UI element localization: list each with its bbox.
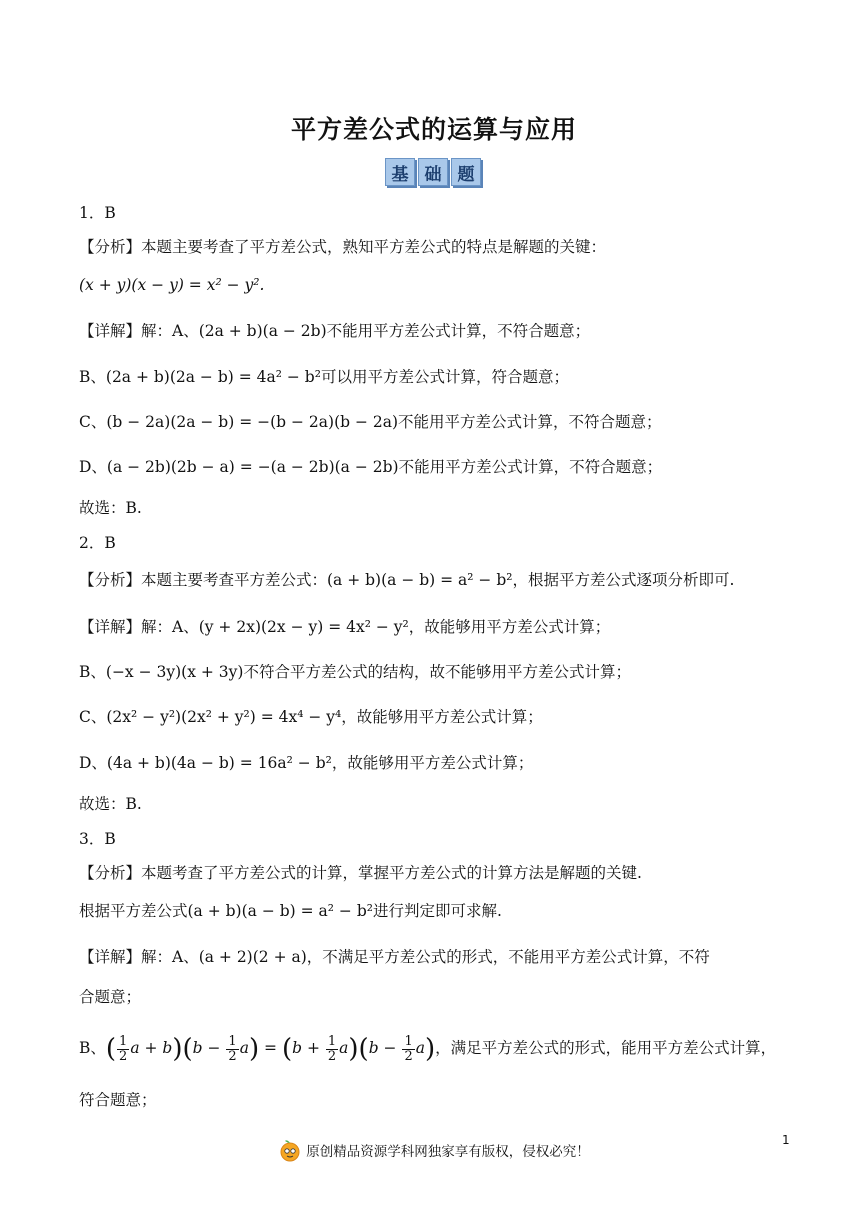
fraction-half: $\frac{1}{2}$: [119, 1033, 128, 1064]
q2-detail-a: 【详解】解：A、(y + 2x)(2x − y) = 4x² − y²，故能够用平方差公式计算；: [79, 618, 611, 636]
badge-char-3: 题: [451, 158, 481, 186]
q1-option-c: C、(b − 2a)(2a − b) = −(b − 2a)(b − 2a)不能用平方差公式计算，不符合题意；: [79, 413, 662, 431]
q2-number: 2．B: [79, 534, 116, 552]
q1-option-d: D、(a − 2b)(2b − a) = −(a − 2b)(a − 2b)不能用平方差公式计算，不符合题意；: [79, 458, 663, 476]
badge-char-2: 础: [418, 158, 448, 186]
q3-option-b-suffix: ，满足平方差公式的形式，能用平方差公式计算，: [435, 1039, 777, 1057]
q1-option-b: B、(2a + b)(2a − b) = 4a² − b²可以用平方差公式计算，符合题意；: [79, 368, 569, 386]
fraction-half: $\frac{1}{2}$: [404, 1033, 413, 1064]
q2-analysis: 【分析】本题主要考查平方差公式：(a + b)(a − b) = a² − b²，根据平方差公式逐项分析即可.: [79, 571, 735, 589]
q2-option-d: D、(4a + b)(4a − b) = 16a² − b²，故能够用平方差公式计算；: [79, 754, 534, 772]
copyright-notice: 原创精品资源学科网独家享有版权，侵权必究！: [306, 1144, 590, 1160]
fraction-half: $\frac{1}{2}$: [327, 1033, 337, 1064]
badge-char-1: 基: [385, 158, 415, 186]
q3-detail-a-cont: 合题意；: [79, 988, 142, 1006]
q3-option-b: B、( $\frac{1}{2}$ a + b)(b − $\frac{1}{2}$ a) = (b + $\frac{1}{2}$ a)(b − $\frac{1}{2}$ a)，满足平方差公式的形式，能用平方差公式计算，: [79, 1033, 777, 1064]
page-footer: [0, 1138, 868, 1162]
q2-option-b: B、(−x − 3y)(x + 3y)不符合平方差公式的结构，故不能够用平方差公式计算；: [79, 663, 631, 681]
q1-choice: 故选：B.: [79, 499, 142, 517]
q1-formula: (x + y)(x − y) = x² − y².: [79, 276, 265, 294]
q2-option-c: C、(2x² − y²)(2x² + y²) = 4x⁴ − y⁴，故能够用平方差公式计算；: [79, 708, 543, 726]
orange-logo-icon: [278, 1138, 302, 1162]
fraction-half: $\frac{1}{2}$: [228, 1033, 237, 1064]
page-title: 平方差公式的运算与应用: [290, 115, 577, 144]
q2-choice: 故选：B.: [79, 795, 142, 813]
q1-number: 1．B: [79, 204, 116, 222]
q3-option-b-prefix: B、: [79, 1039, 106, 1057]
q3-detail-a: 【详解】解：A、(a + 2)(2 + a)，不满足平方差公式的形式，不能用平方差公式计算，不符: [79, 948, 710, 966]
q3-number: 3．B: [79, 830, 116, 848]
q3-option-b-cont: 符合题意；: [79, 1091, 157, 1109]
q1-detail-a: 【详解】解：A、(2a + b)(a − 2b)不能用平方差公式计算，不符合题意；: [79, 322, 591, 340]
q3-basis: 根据平方差公式(a + b)(a − b) = a² − b²进行判定即可求解.: [79, 902, 502, 920]
page-number: 1: [782, 1133, 790, 1147]
q1-analysis: 【分析】本题主要考查了平方差公式，熟知平方差公式的特点是解题的关键：: [79, 238, 607, 256]
q3-analysis: 【分析】本题考查了平方差公式的计算，掌握平方差公式的计算方法是解题的关键.: [79, 864, 642, 882]
section-badge: [385, 158, 481, 186]
